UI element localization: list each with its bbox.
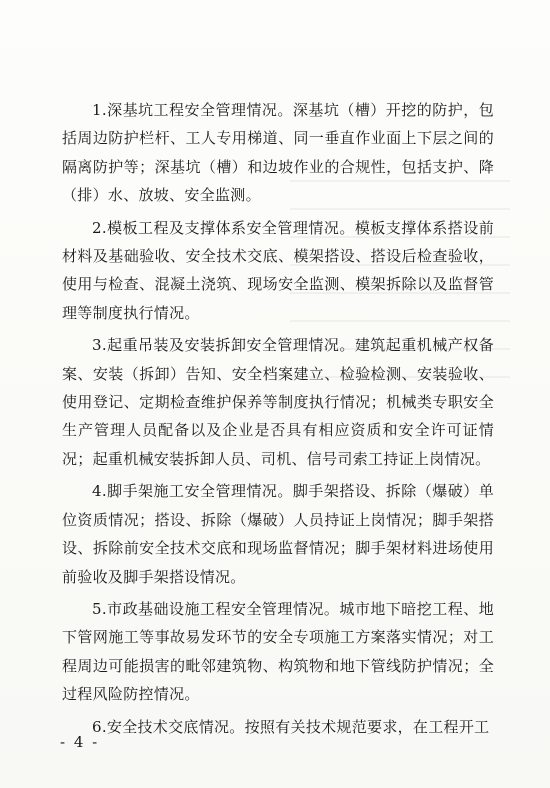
page-number: - 4 - bbox=[60, 733, 100, 751]
paragraph-municipal-infrastructure: 5.市政基础设施工程安全管理情况。城市地下暗挖工程、地下管网施工等事故易发环节的安全专项施工方案落实情况；对工程周边可能损害的毗邻建筑物、构筑物和地下管线防护情况；全过程风险防控情况。 bbox=[62, 599, 494, 704]
paragraph-deep-excavation: 1.深基坑工程安全管理情况。深基坑（槽）开挖的防护，包括周边防护栏杆、工人专用梯道、同一垂直作业面上下层之间的隔离防护等；深基坑（槽）和边坡作业的合规性，包括支护、降（排）水、放坡、安全监测。 bbox=[62, 101, 494, 205]
document-body bbox=[62, 96, 494, 745]
paragraph-technical-briefing: 6.安全技术交底情况。按照有关技术规范要求，在工程开工 bbox=[92, 717, 490, 736]
paragraph-lifting-installation: 3.起重吊装及安装拆卸安全管理情况。建筑起重机械产权备案、安装（拆卸）告知、安全档案建立、检验检测、安装验收、使用登记、定期检查维护保养等制度执行情况；机械类专职安全生产管理人员配备以及企业是否具有相应资质和安全许可证情况；起重机械安装拆卸人员、司机、信号司索工持证上岗情况。 bbox=[62, 336, 494, 468]
paragraph-scaffolding: 4.脚手架施工安全管理情况。脚手架搭设、拆除（爆破）单位资质情况；搭设、拆除（爆破）人员持证上岗情况；脚手架搭设、拆除前安全技术交底和现场监督情况；脚手架材料进场使用前验收及脚手架搭设情况。 bbox=[62, 482, 494, 586]
paragraph-formwork: 2.模板工程及支撑体系安全管理情况。模板支撑体系搭设前材料及基础验收、安全技术交底、模架搭设、搭设后检查验收，使用与检查、混凝土浇筑、现场安全监测、模架拆除以及监督管理等制度执行情况。 bbox=[62, 218, 494, 322]
